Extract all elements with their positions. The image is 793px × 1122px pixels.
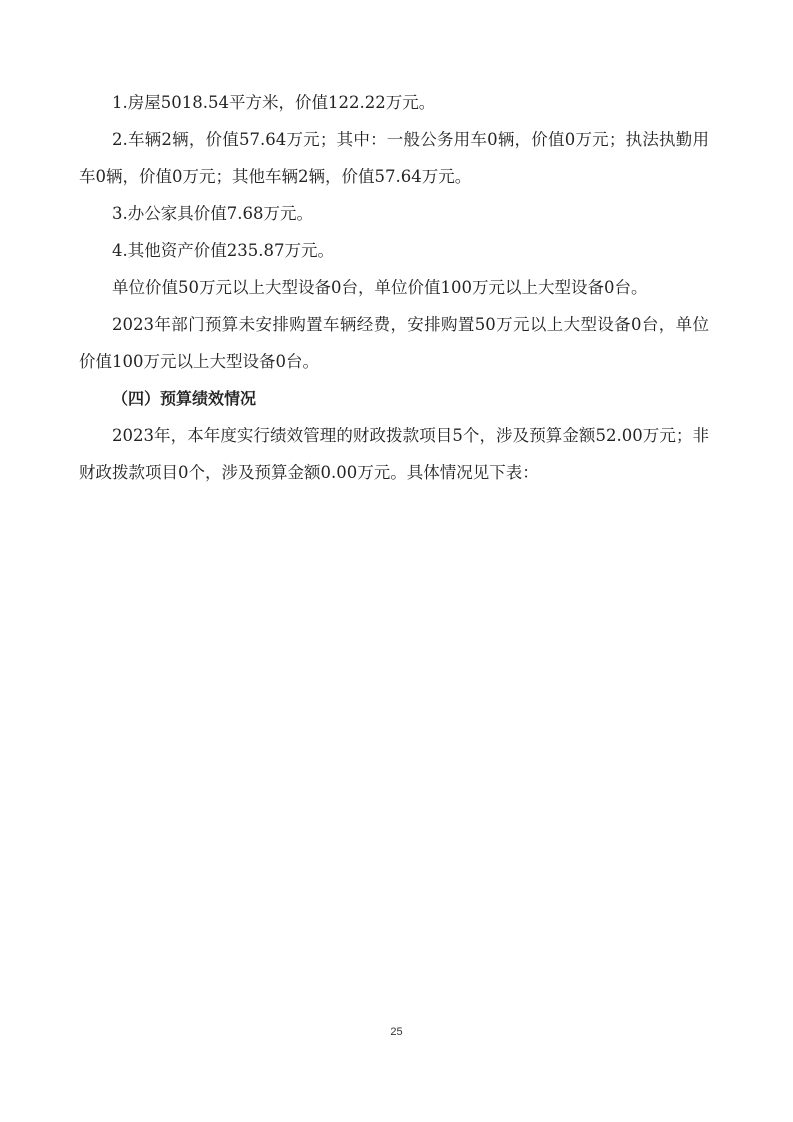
paragraph-other-assets: 4.其他资产价值235.87万元。 xyxy=(112,241,334,260)
paragraph-vehicles: 2.车辆2辆，价值57.64万元；其中：一般公务用车0辆，价值0万元；执法执勤用车0辆，价值0万元；其他车辆2辆，价值57.64万元。 xyxy=(79,130,709,186)
document-body xyxy=(79,84,709,491)
page-number: 25 xyxy=(390,1026,403,1038)
paragraph-2023-budget: 2023年部门预算未安排购置车辆经费，安排购置50万元以上大型设备0台，单位价值100万元以上大型设备0台。 xyxy=(79,315,709,371)
paragraph-furniture: 3.办公家具价值7.68万元。 xyxy=(112,204,313,223)
paragraph-housing: 1.房屋5018.54平方米，价值122.22万元。 xyxy=(112,93,436,112)
paragraph-large-equipment: 单位价值50万元以上大型设备0台，单位价值100万元以上大型设备0台。 xyxy=(112,278,648,297)
paragraph-performance: 2023年，本年度实行绩效管理的财政拨款项目5个，涉及预算金额52.00万元；非财政拨款项目0个，涉及预算金额0.00万元。具体情况见下表： xyxy=(79,426,709,482)
section-heading: （四）预算绩效情况 xyxy=(112,389,257,408)
